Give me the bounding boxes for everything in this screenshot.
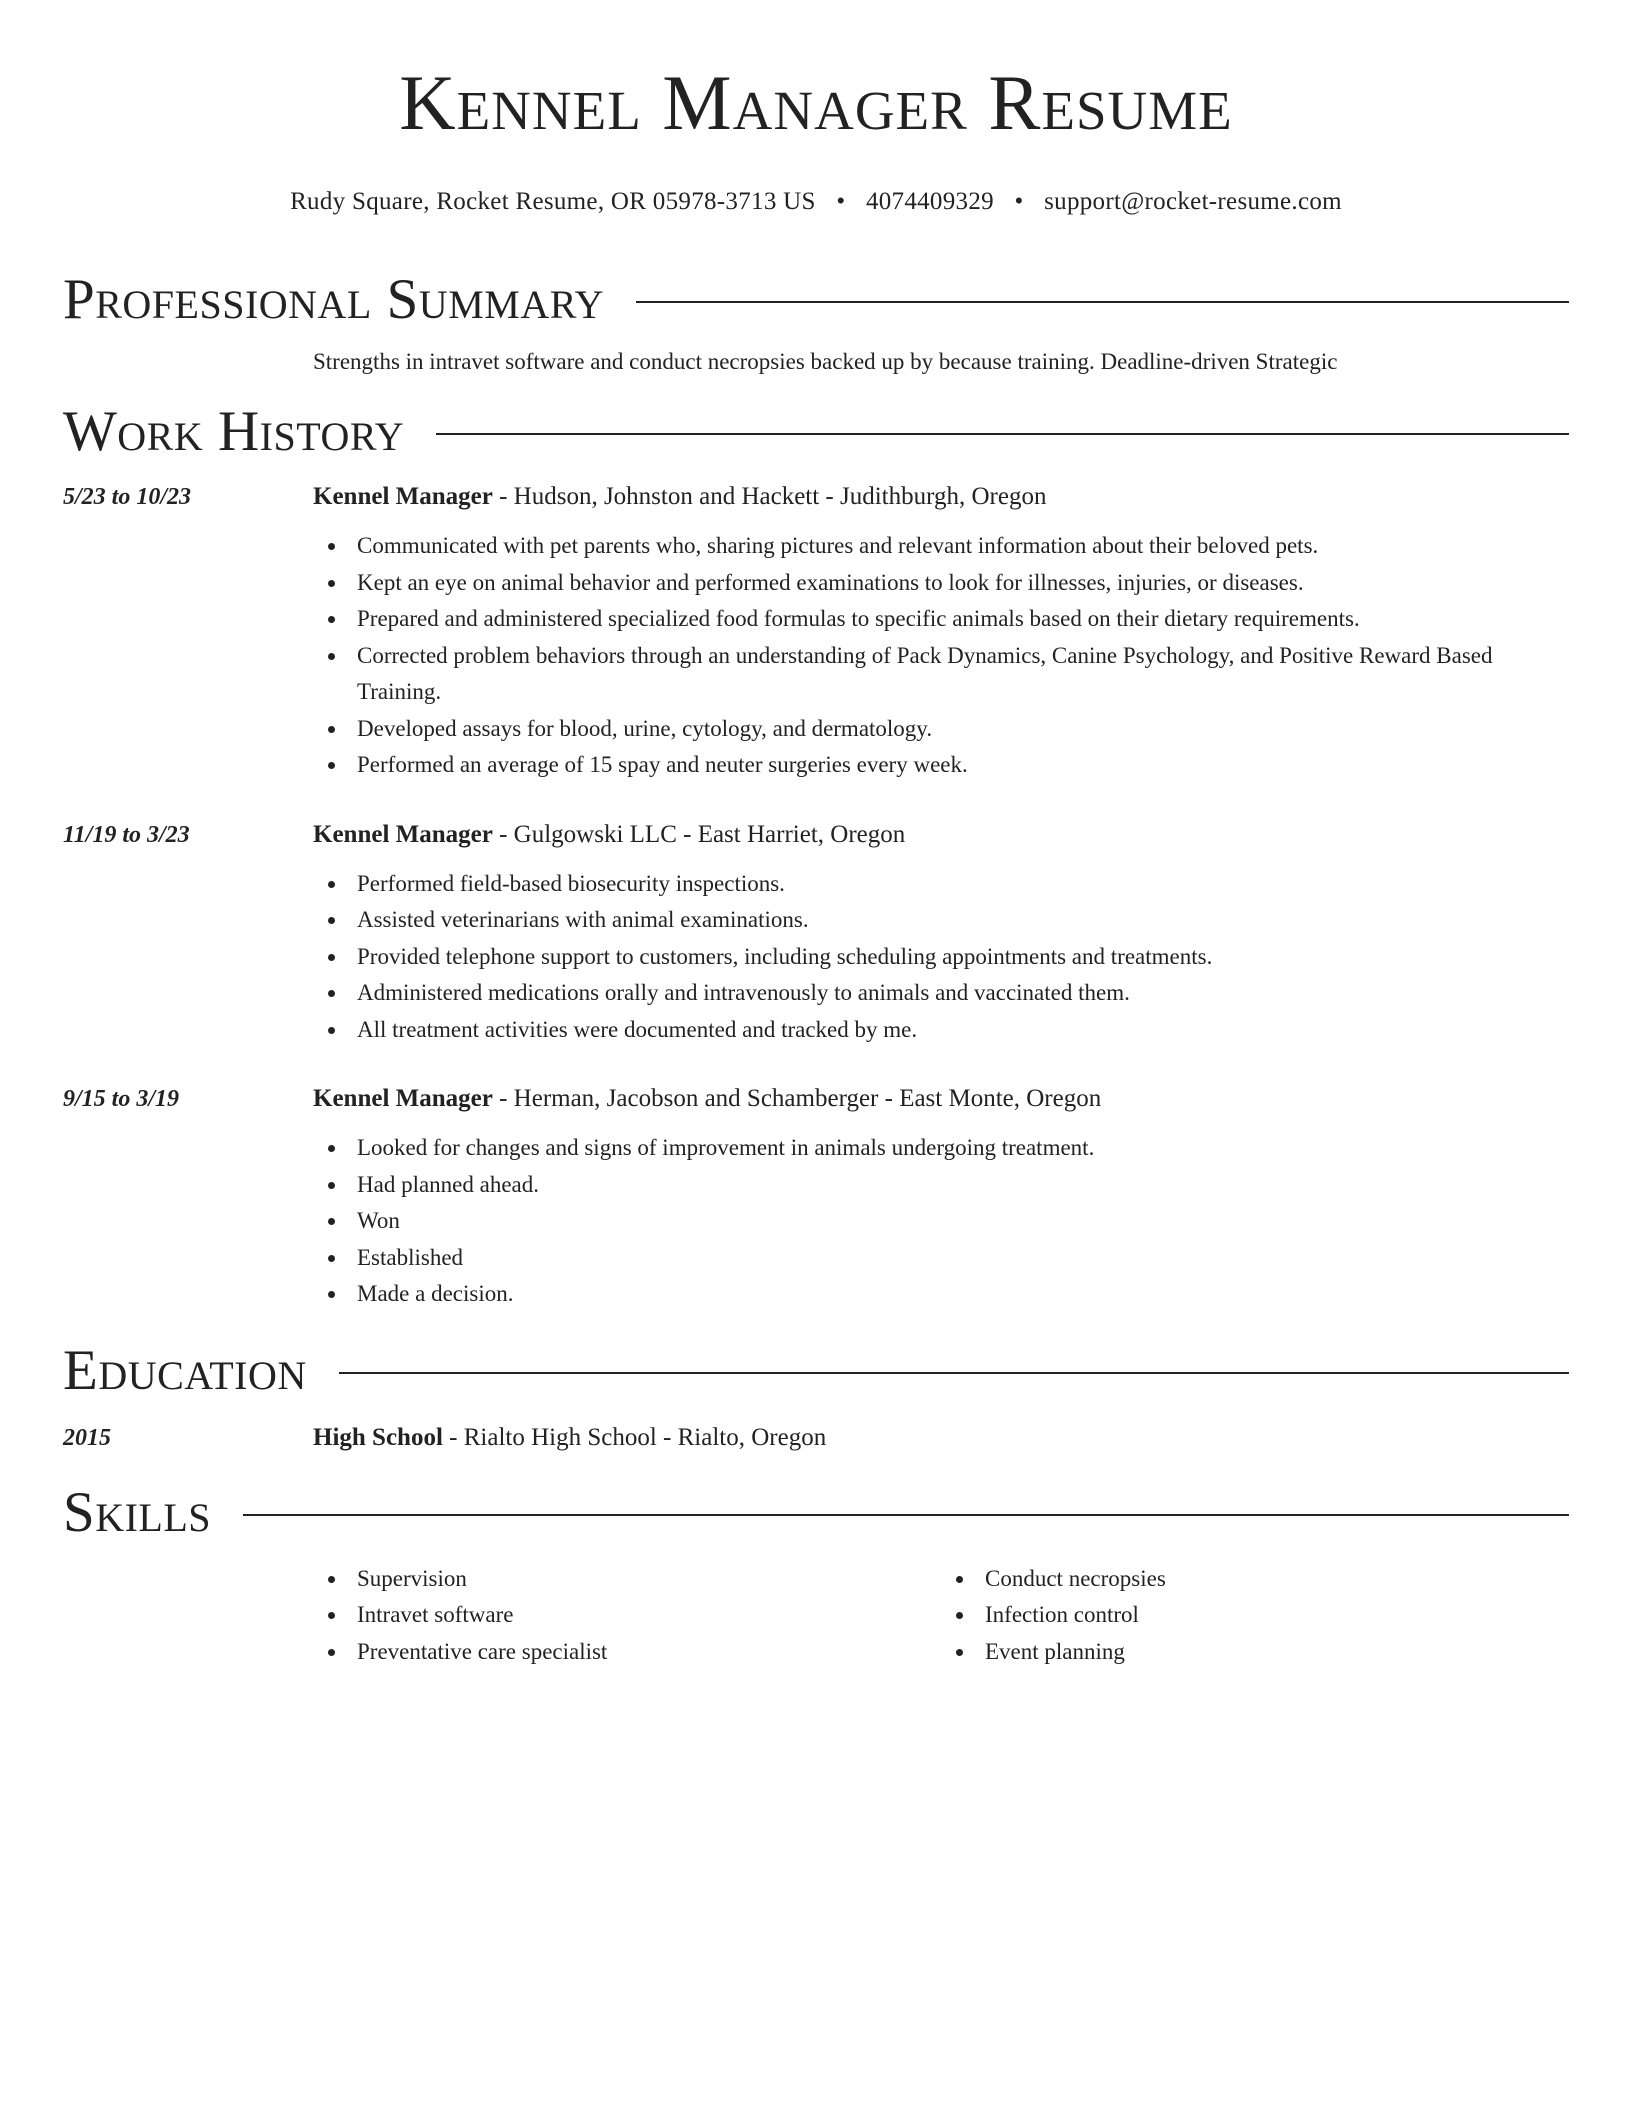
education-line	[313, 1421, 1569, 1455]
list-item: All treatment activities were documented and tracked by me.	[357, 1012, 1569, 1049]
job-dates: 5/23 to 10/23	[63, 484, 192, 510]
list-item: Performed an average of 15 spay and neuter surgeries every week.	[357, 747, 1569, 784]
list-item: Looked for changes and signs of improvement in animals undergoing treatment.	[357, 1130, 1569, 1167]
job-employer: - Hudson, Johnston and Hackett - Judithburgh, Oregon	[492, 483, 1047, 510]
list-item: Performed field-based biosecurity inspections.	[357, 866, 1569, 903]
skills-right-column	[941, 1561, 1569, 1671]
job-dates: 9/15 to 3/19	[63, 1086, 180, 1112]
job-entry	[63, 1082, 1569, 1313]
education-entry	[63, 1421, 1569, 1455]
contact-email: support@rocket-resume.com	[1044, 188, 1342, 215]
job-header	[313, 1082, 1569, 1116]
list-item: Assisted veterinarians with animal examinations.	[357, 902, 1569, 939]
list-item: Established	[357, 1240, 1569, 1277]
skill-item: Preventative care specialist	[357, 1634, 941, 1671]
resume-title: Kennel Manager Resume	[399, 59, 1233, 146]
skills-left-column	[313, 1561, 941, 1671]
list-item: Administered medications orally and intravenously to animals and vaccinated them.	[357, 975, 1569, 1012]
job-employer: - Herman, Jacobson and Schamberger - East Monte, Oregon	[492, 1085, 1102, 1112]
list-item: Communicated with pet parents who, sharing pictures and relevant information about their beloved pets.	[357, 528, 1569, 565]
contact-separator: •	[1014, 188, 1024, 215]
contact-separator: •	[836, 188, 846, 215]
job-title: Kennel Manager	[313, 1085, 493, 1112]
list-item: Had planned ahead.	[357, 1167, 1569, 1204]
work-heading: Work History	[63, 400, 405, 463]
education-heading: Education	[63, 1338, 307, 1402]
list-item: Provided telephone support to customers, including scheduling appointments and treatments.	[357, 939, 1569, 976]
skill-item: Intravet software	[357, 1597, 941, 1634]
job-title: Kennel Manager	[313, 820, 493, 848]
list-item: Kept an eye on animal behavior and performed examinations to look for illnesses, injuries, or diseases.	[357, 565, 1569, 602]
list-item: Corrected problem behaviors through an understanding of Pack Dynamics, Canine Psychology, and Positive Reward Based Training.	[357, 638, 1569, 711]
education-school: - Rialto High School - Rialto, Oregon	[442, 1423, 827, 1451]
job-dates: 11/19 to 3/23	[63, 821, 190, 848]
job-employer: - Gulgowski LLC - East Harriet, Oregon	[492, 820, 906, 848]
list-item: Made a decision.	[357, 1276, 1569, 1313]
skills-grid	[313, 1561, 1569, 1671]
contact-line	[63, 186, 1569, 218]
contact-address: Rudy Square, Rocket Resume, OR 05978-3713 US	[290, 188, 816, 215]
education-degree: High School	[313, 1423, 443, 1451]
section-divider	[436, 433, 1569, 435]
skills-heading: Skills	[63, 1480, 212, 1544]
work-history-list	[63, 480, 1569, 1313]
list-item: Prepared and administered specialized food formulas to specific animals based on their dietary requirements.	[357, 601, 1569, 638]
education-section-header	[63, 1339, 1569, 1403]
skill-item: Supervision	[357, 1561, 941, 1598]
list-item: Developed assays for blood, urine, cytology, and dermatology.	[357, 711, 1569, 748]
work-section-header	[63, 400, 1569, 464]
contact-phone: 4074409329	[865, 188, 994, 215]
skill-item: Infection control	[985, 1597, 1569, 1634]
skill-item: Conduct necropsies	[985, 1561, 1569, 1598]
list-item: Won	[357, 1203, 1569, 1240]
job-header	[313, 818, 1569, 852]
job-entry	[63, 818, 1569, 1049]
job-bullets	[313, 866, 1569, 1049]
skill-item: Event planning	[985, 1634, 1569, 1671]
job-header	[313, 480, 1569, 514]
summary-section-header	[63, 268, 1569, 332]
job-bullets	[313, 528, 1569, 784]
summary-text: Strengths in intravet software and conduct necropsies backed up by because training. Deadline-driven Strategic	[313, 349, 1338, 374]
job-bullets	[313, 1130, 1569, 1313]
education-year: 2015	[63, 1424, 111, 1451]
job-title: Kennel Manager	[313, 483, 493, 510]
section-divider	[243, 1514, 1569, 1516]
section-divider	[636, 301, 1569, 303]
job-entry	[63, 480, 1569, 784]
skills-section-header	[63, 1481, 1569, 1545]
section-divider	[339, 1372, 1569, 1374]
summary-heading: Professional Summary	[63, 268, 605, 331]
